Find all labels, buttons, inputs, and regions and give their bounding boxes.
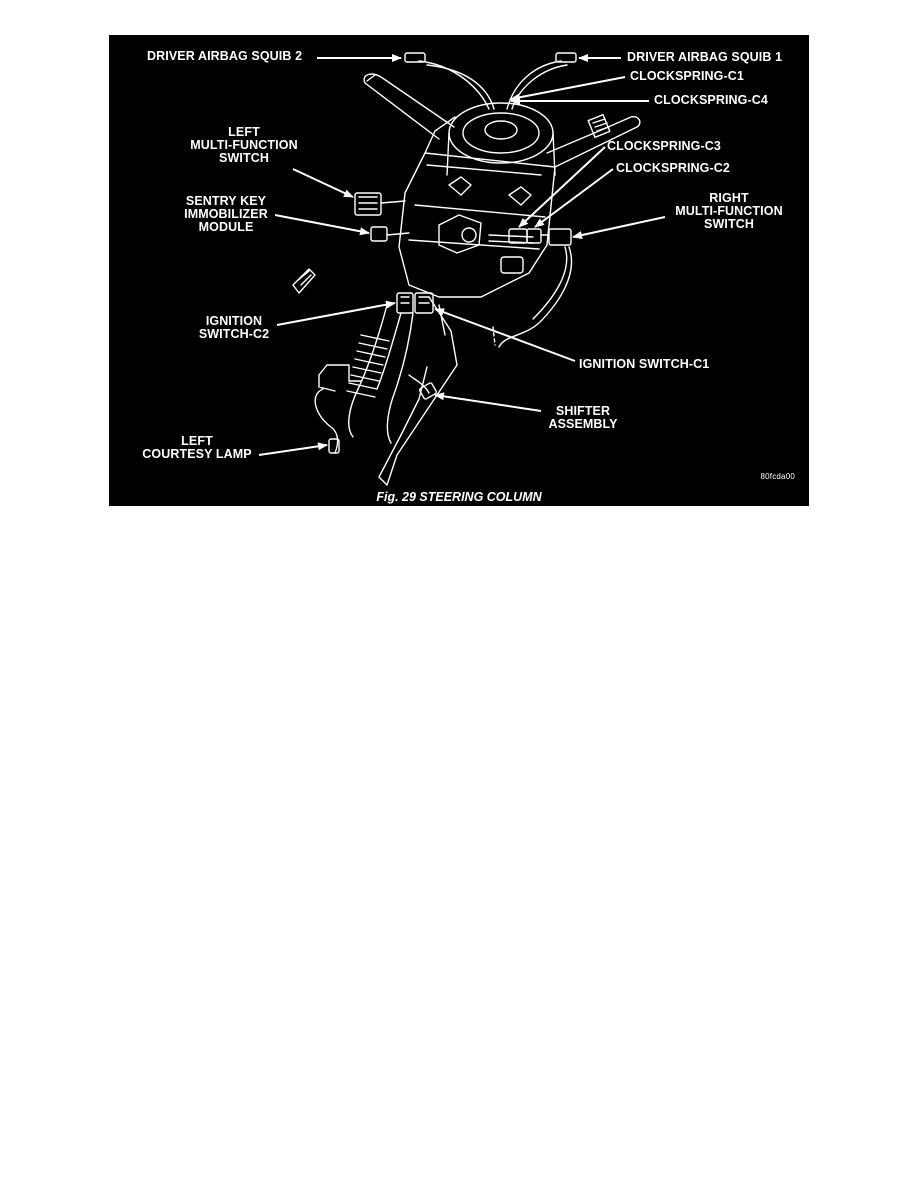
- arrow-clockspring-c2: [535, 169, 613, 227]
- arrow-left-multifunction-switch: [293, 169, 353, 197]
- label-right-multifunction-switch: [675, 192, 782, 231]
- label-shifter-assembly: [548, 405, 617, 431]
- label-clockspring-c3: CLOCKSPRING-C3: [607, 139, 721, 153]
- label-driver-airbag-squib-2: DRIVER AIRBAG SQUIB 2: [147, 49, 303, 63]
- label-right-multifunction-switch-line-3: SWITCH: [704, 217, 754, 231]
- clockspring-c2-connector: [527, 229, 541, 243]
- label-right-multifunction-switch-line-2: MULTI-FUNCTION: [675, 204, 783, 218]
- arrow-ignition-switch-c2: [277, 303, 395, 325]
- label-sentry-key-line-2: IMMOBILIZER: [184, 207, 268, 221]
- label-left-multifunction-switch: [190, 126, 297, 165]
- label-shifter-assembly-line-2: ASSEMBLY: [548, 417, 618, 431]
- figure-id: 80fcda00: [760, 472, 795, 481]
- label-ignition-switch-c2: [199, 315, 269, 341]
- label-left-multifunction-switch-line-3: SWITCH: [219, 151, 269, 165]
- label-clockspring-c4: CLOCKSPRING-C4: [654, 93, 768, 107]
- arrow-left-courtesy-lamp: [259, 445, 327, 455]
- label-driver-airbag-squib-1: DRIVER AIRBAG SQUIB 1: [627, 50, 783, 64]
- label-sentry-key-line-1: SENTRY KEY: [185, 194, 267, 208]
- sentry-key-module: [371, 227, 387, 241]
- mounting-bracket: [319, 365, 361, 391]
- label-ignition-switch-c2-line-2: SWITCH-C2: [198, 327, 270, 341]
- lower-column-harness: [349, 305, 387, 437]
- label-clockspring-c2: CLOCKSPRING-C2: [616, 161, 730, 175]
- arrow-clockspring-c1: [511, 77, 625, 99]
- label-left-multifunction-switch-line-1: LEFT: [228, 125, 260, 139]
- figure-caption: Fig. 29 STEERING COLUMN: [376, 490, 542, 504]
- label-left-courtesy-lamp-line-1: LEFT: [181, 434, 213, 448]
- arrow-right-multifunction-switch: [573, 217, 665, 237]
- label-ignition-switch-c1: IGNITION SWITCH-C1: [579, 357, 710, 371]
- column-housing: [399, 117, 555, 297]
- label-sentry-key-immobilizer-module: [184, 195, 268, 234]
- arrow-ignition-switch-c1: [435, 309, 575, 361]
- clockspring: [449, 103, 553, 163]
- label-sentry-key-line-3: MODULE: [198, 220, 254, 234]
- label-left-multifunction-switch-line-2: MULTI-FUNCTION: [190, 138, 298, 152]
- arrow-shifter-assembly: [435, 395, 541, 411]
- right-multifunction-connector: [549, 229, 571, 245]
- squib-2-connector: [405, 53, 425, 62]
- label-ignition-switch-c2-line-1: IGNITION: [205, 314, 263, 328]
- label-clockspring-c1: CLOCKSPRING-C1: [630, 69, 744, 83]
- label-left-courtesy-lamp: [142, 435, 251, 461]
- courtesy-lamp-wire: [315, 389, 337, 453]
- arrow-clockspring-c3: [519, 147, 605, 227]
- left-multifunction-stalk: [364, 74, 454, 139]
- label-shifter-assembly-line-1: SHIFTER: [555, 404, 611, 418]
- label-right-multifunction-switch-line-1: RIGHT: [709, 191, 749, 205]
- label-left-courtesy-lamp-line-2: COURTESY LAMP: [142, 447, 252, 461]
- arrow-sentry-key-module: [275, 215, 369, 233]
- small-bracket-part: [293, 269, 315, 293]
- steering-column-figure: [109, 35, 809, 506]
